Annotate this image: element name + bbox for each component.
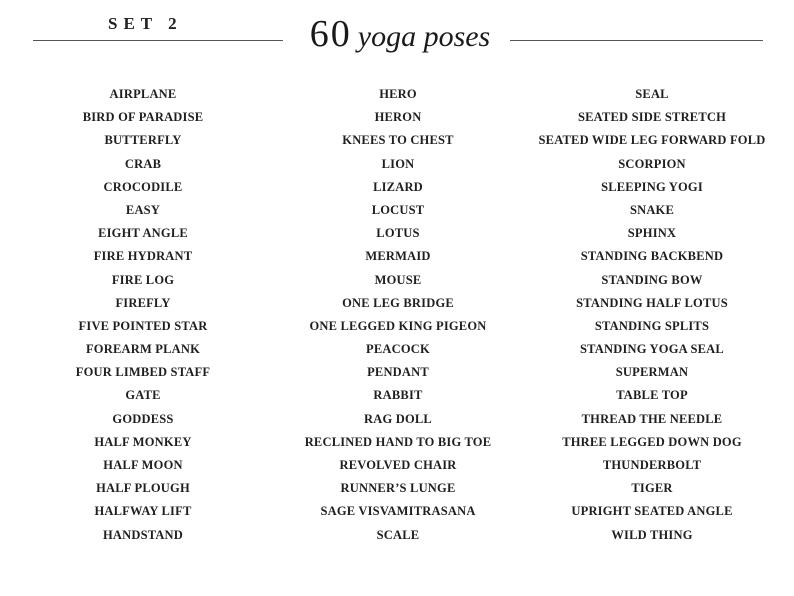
pose-name: SLEEPING YOGI bbox=[601, 179, 703, 194]
set-label: SET 2 bbox=[108, 14, 183, 33]
pose-name: BIRD OF PARADISE bbox=[82, 110, 204, 125]
pose-name: TABLE TOP bbox=[616, 388, 688, 403]
pose-name: MOUSE bbox=[374, 272, 422, 287]
pose-name: RABBIT bbox=[373, 388, 423, 403]
pose-name: FIRE LOG bbox=[111, 272, 175, 287]
pose-name: UPRIGHT SEATED ANGLE bbox=[571, 504, 733, 519]
pose-name: TIGER bbox=[631, 481, 673, 496]
pose-name: HERO bbox=[379, 87, 417, 101]
pose-name: GATE bbox=[125, 388, 161, 403]
pose-name: SCORPION bbox=[618, 156, 686, 171]
pose-name: THREAD THE NEEDLE bbox=[581, 411, 723, 426]
pose-name: BUTTERFLY bbox=[104, 133, 182, 148]
pose-name: ONE LEGGED KING PIGEON bbox=[309, 318, 487, 333]
title-text: yoga poses bbox=[357, 20, 491, 53]
pose-name: RUNNER’S LUNGE bbox=[340, 481, 456, 496]
pose-name: FIRE HYDRANT bbox=[93, 249, 193, 264]
pose-name: SNAKE bbox=[629, 202, 675, 217]
pose-name: SUPERMAN bbox=[615, 365, 689, 380]
pose-name: SCALE bbox=[376, 527, 420, 542]
header-rule-right bbox=[510, 40, 763, 41]
pose-name: CROCODILE bbox=[103, 179, 183, 194]
pose-column-3 bbox=[532, 86, 772, 550]
pose-name: RECLINED HAND TO BIG TOE bbox=[304, 434, 492, 449]
pose-name: SEATED WIDE LEG FORWARD FOLD bbox=[538, 133, 766, 148]
pose-name: SEAL bbox=[635, 87, 669, 101]
pose-name: AIRPLANE bbox=[109, 87, 177, 101]
pose-name: RAG DOLL bbox=[364, 411, 432, 426]
pose-column-1 bbox=[43, 86, 243, 550]
pose-name: HALF PLOUGH bbox=[96, 481, 190, 496]
pose-name: FIREFLY bbox=[115, 295, 171, 310]
header-rule-left bbox=[33, 40, 283, 41]
pose-name: STANDING YOGA SEAL bbox=[580, 342, 724, 357]
pose-name: KNEES TO CHEST bbox=[342, 133, 454, 148]
pose-name: HERON bbox=[374, 110, 422, 125]
pose-name: CRAB bbox=[124, 156, 162, 171]
pose-name: WILD THING bbox=[611, 527, 693, 542]
pose-name: LOCUST bbox=[371, 202, 425, 217]
pose-name: EASY bbox=[125, 202, 161, 217]
pose-name: HALF MOON bbox=[103, 458, 183, 472]
pose-name: HALF MONKEY bbox=[94, 434, 192, 449]
pose-name: STANDING BOW bbox=[601, 272, 703, 287]
title-number: 60 bbox=[309, 13, 352, 55]
pose-name: SAGE VISVAMITRASANA bbox=[320, 504, 476, 519]
pose-name: PENDANT bbox=[367, 365, 429, 380]
pose-name: HALFWAY LIFT bbox=[94, 504, 192, 519]
pose-name: STANDING SPLITS bbox=[594, 318, 710, 333]
pose-name: FOREARM PLANK bbox=[85, 342, 201, 357]
pose-name: MERMAID bbox=[365, 249, 431, 264]
pose-name: STANDING HALF LOTUS bbox=[576, 295, 728, 310]
pose-name: LION bbox=[381, 156, 415, 171]
pose-name: HANDSTAND bbox=[102, 527, 184, 542]
pose-name: FOUR LIMBED STAFF bbox=[75, 365, 211, 380]
pose-name: REVOLVED CHAIR bbox=[339, 458, 457, 472]
pose-name: THREE LEGGED DOWN DOG bbox=[562, 434, 742, 449]
pose-name: PEACOCK bbox=[366, 342, 430, 357]
page-title bbox=[298, 12, 502, 56]
pose-name: SEATED SIDE STRETCH bbox=[577, 110, 727, 125]
pose-name: EIGHT ANGLE bbox=[98, 226, 188, 241]
pose-name: ONE LEG BRIDGE bbox=[342, 295, 454, 310]
pose-name: SPHINX bbox=[627, 226, 677, 241]
pose-name: THUNDERBOLT bbox=[602, 458, 702, 472]
pose-name: GODDESS bbox=[112, 411, 174, 426]
pose-name: FIVE POINTED STAR bbox=[78, 318, 208, 333]
pose-column-2 bbox=[298, 86, 498, 550]
pose-name: STANDING BACKBEND bbox=[580, 249, 724, 264]
pose-name: LOTUS bbox=[376, 226, 420, 241]
pose-name: LIZARD bbox=[373, 179, 423, 194]
